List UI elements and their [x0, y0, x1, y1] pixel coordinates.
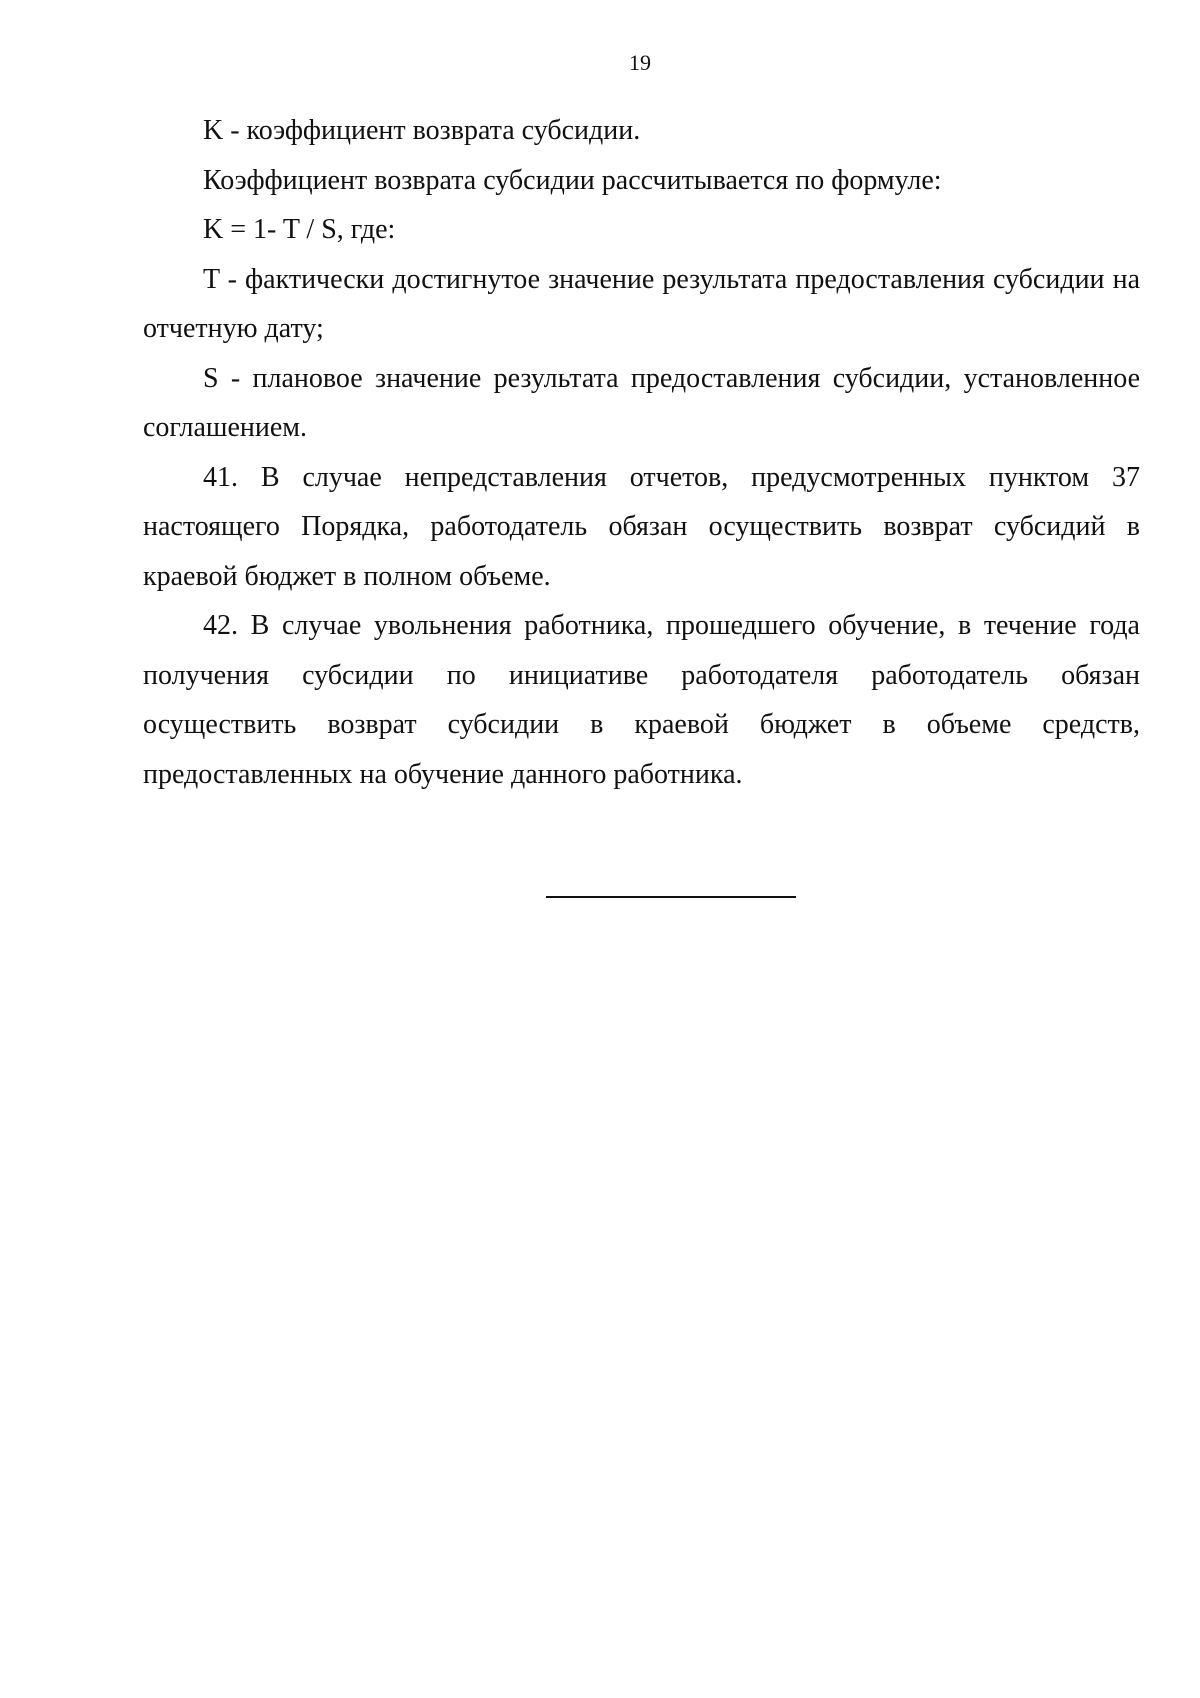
paragraph-k-definition: K - коэффициент возврата субсидии.: [203, 115, 641, 146]
paragraph-s-definition: S - плановое значение результата предоставления субсидии, установленное соглашением.: [143, 362, 1140, 443]
paragraph-t-definition: T - фактически достигнутое значение результата предоставления субсидии на отчетную дату;: [143, 263, 1140, 344]
paragraph-item-41: 41. В случае непредставления отчетов, предусмотренных пунктом 37 настоящего Порядка, работодатель обязан осуществить возврат субсидий в краевой бюджет в полном объеме.: [143, 461, 1140, 592]
document-body: [143, 106, 1140, 799]
paragraph-formula-intro: Коэффициент возврата субсидии рассчитывается по формуле:: [203, 164, 942, 196]
page-number: 19: [629, 50, 651, 75]
paragraph-formula: K = 1- T / S, где:: [203, 214, 396, 245]
end-separator-line: [546, 896, 796, 898]
paragraph-item-42: 42. В случае увольнения работника, прошедшего обучение, в течение года получения субсидии по инициативе работодателя работодатель обязан осуществить возврат субсидии в краевой бюджет в объеме средств, предоставленных на обучение данного работника.: [143, 610, 1140, 790]
